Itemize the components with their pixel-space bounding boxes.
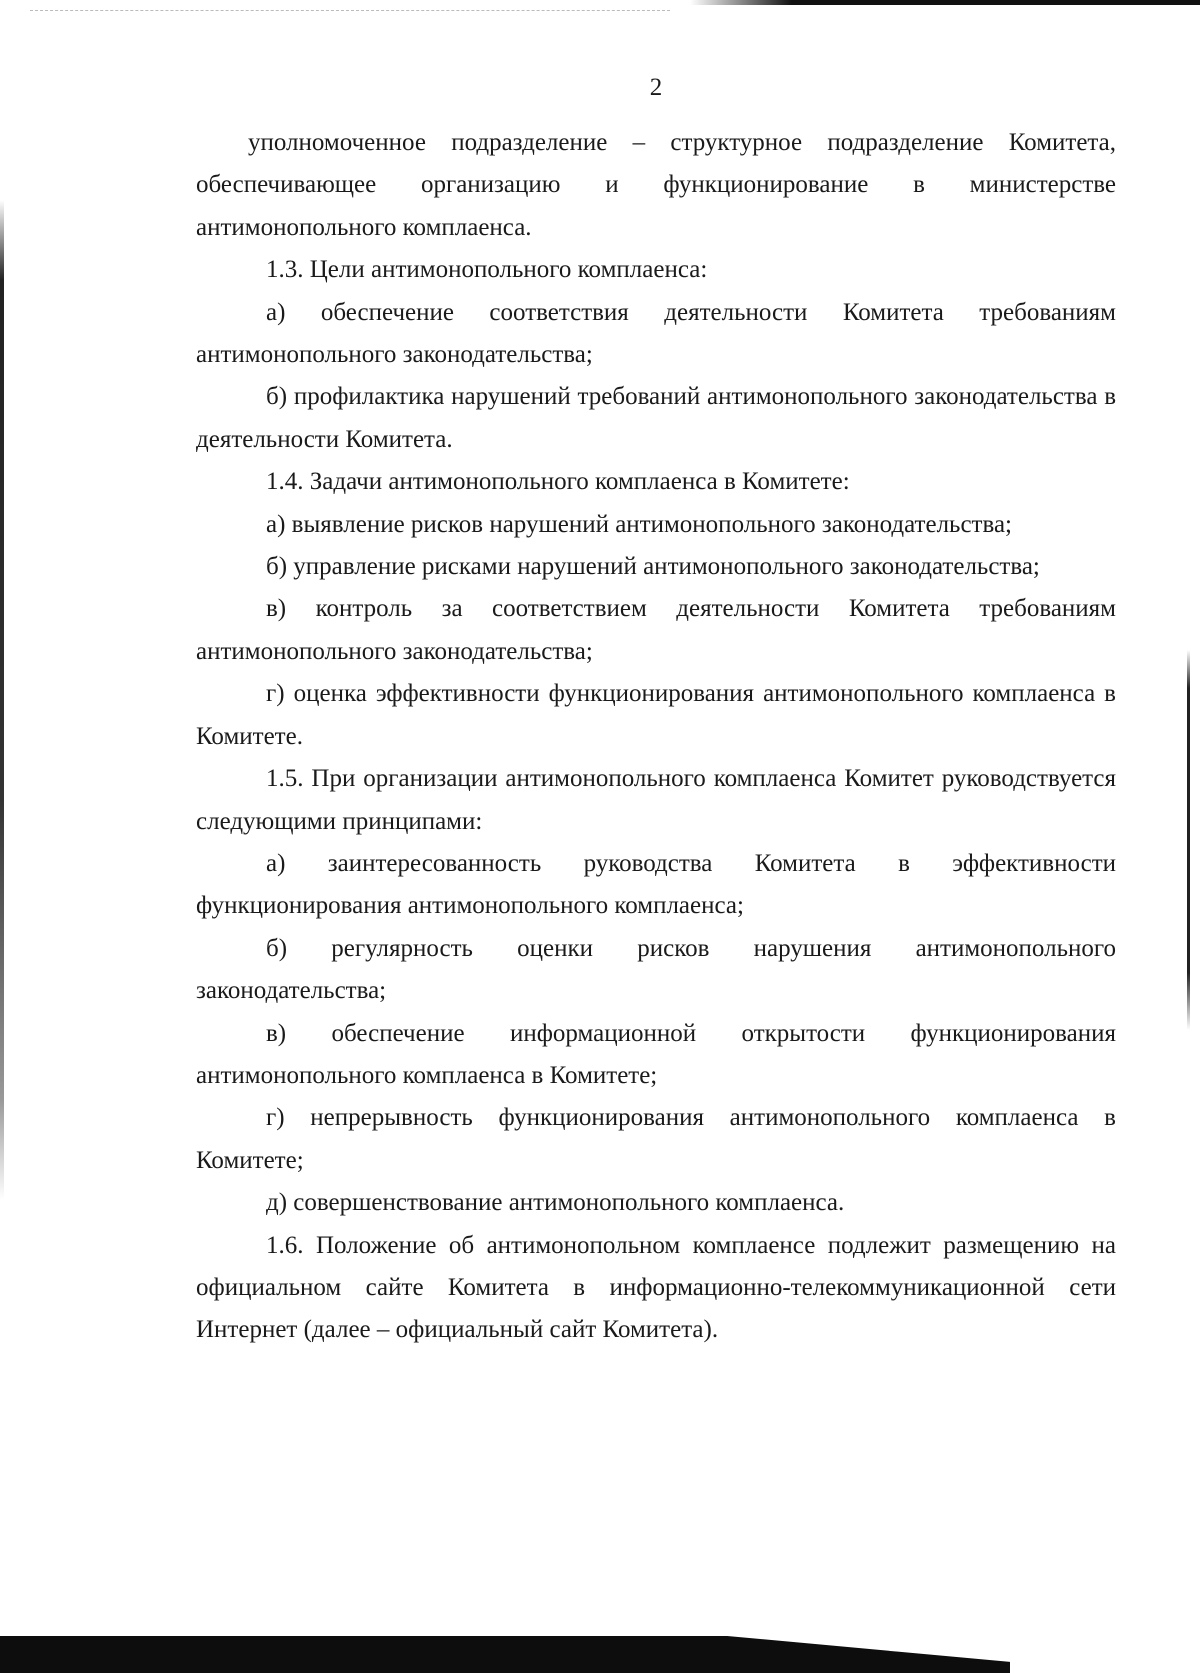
paragraph-1-5-g: г) непрерывность функционирования антимонопольного комплаенса в Комитете;: [196, 1104, 1116, 1174]
paragraph-definition: уполномоченное подразделение – структурное подразделение Комитета, обеспечивающее организацию и функционирование в министерстве антимонопольного комплаенса.: [196, 129, 1116, 241]
paragraph-1-4-a: а) выявление рисков нарушений антимонопольного законодательства;: [266, 510, 1012, 538]
scan-edge-right: [1187, 650, 1190, 1030]
paragraph-1-4-g: г) оценка эффективности функционирования антимонопольного комплаенса в Комитете.: [196, 680, 1116, 750]
scan-edge-top: [690, 0, 1200, 5]
scan-edge-left: [0, 200, 4, 1200]
paragraph-1-3-b: б) профилактика нарушений требований антимонопольного законодательства в деятельности Комитета.: [196, 383, 1116, 453]
document-body: [196, 122, 1116, 1352]
paragraph-1-6: 1.6. Положение об антимонопольном комплаенсе подлежит размещению на официальном сайте Комитета в информационно-телекоммуникационной сети Интернет (далее – официальный сайт Комитета).: [196, 1231, 1116, 1344]
paragraph-1-3-heading: 1.3. Цели антимонопольного комплаенса:: [266, 256, 708, 284]
paragraph-1-4-b: б) управление рисками нарушений антимонопольного законодательства;: [266, 553, 1040, 581]
paragraph-1-4-heading: 1.4. Задачи антимонопольного комплаенса в Комитете:: [266, 468, 850, 496]
paragraph-1-5-a: а) заинтересованность руководства Комитета в эффективности функционирования антимонопольного комплаенса;: [196, 849, 1116, 920]
paragraph-1-5-b: б) регулярность оценки рисков нарушения антимонопольного законодательства;: [196, 934, 1116, 1005]
page-number: 2: [649, 74, 663, 101]
scan-edge-top-left: [30, 10, 670, 12]
scan-edge-bottom: [0, 1636, 1010, 1673]
paragraph-1-5-v: в) обеспечение информационной открытости функционирования антимонопольного комплаенса в Комитете;: [196, 1019, 1116, 1089]
paragraph-1-5-d: д) совершенствование антимонопольного комплаенса.: [266, 1189, 845, 1217]
paragraph-1-4-v: в) контроль за соответствием деятельности Комитета требованиям антимонопольного законодательства;: [196, 595, 1116, 665]
paragraph-1-5-heading: 1.5. При организации антимонопольного комплаенса Комитет руководствуется следующими принципами:: [196, 765, 1116, 835]
paragraph-1-3-a: а) обеспечение соответствия деятельности Комитета требованиям антимонопольного законодательства;: [196, 298, 1116, 369]
